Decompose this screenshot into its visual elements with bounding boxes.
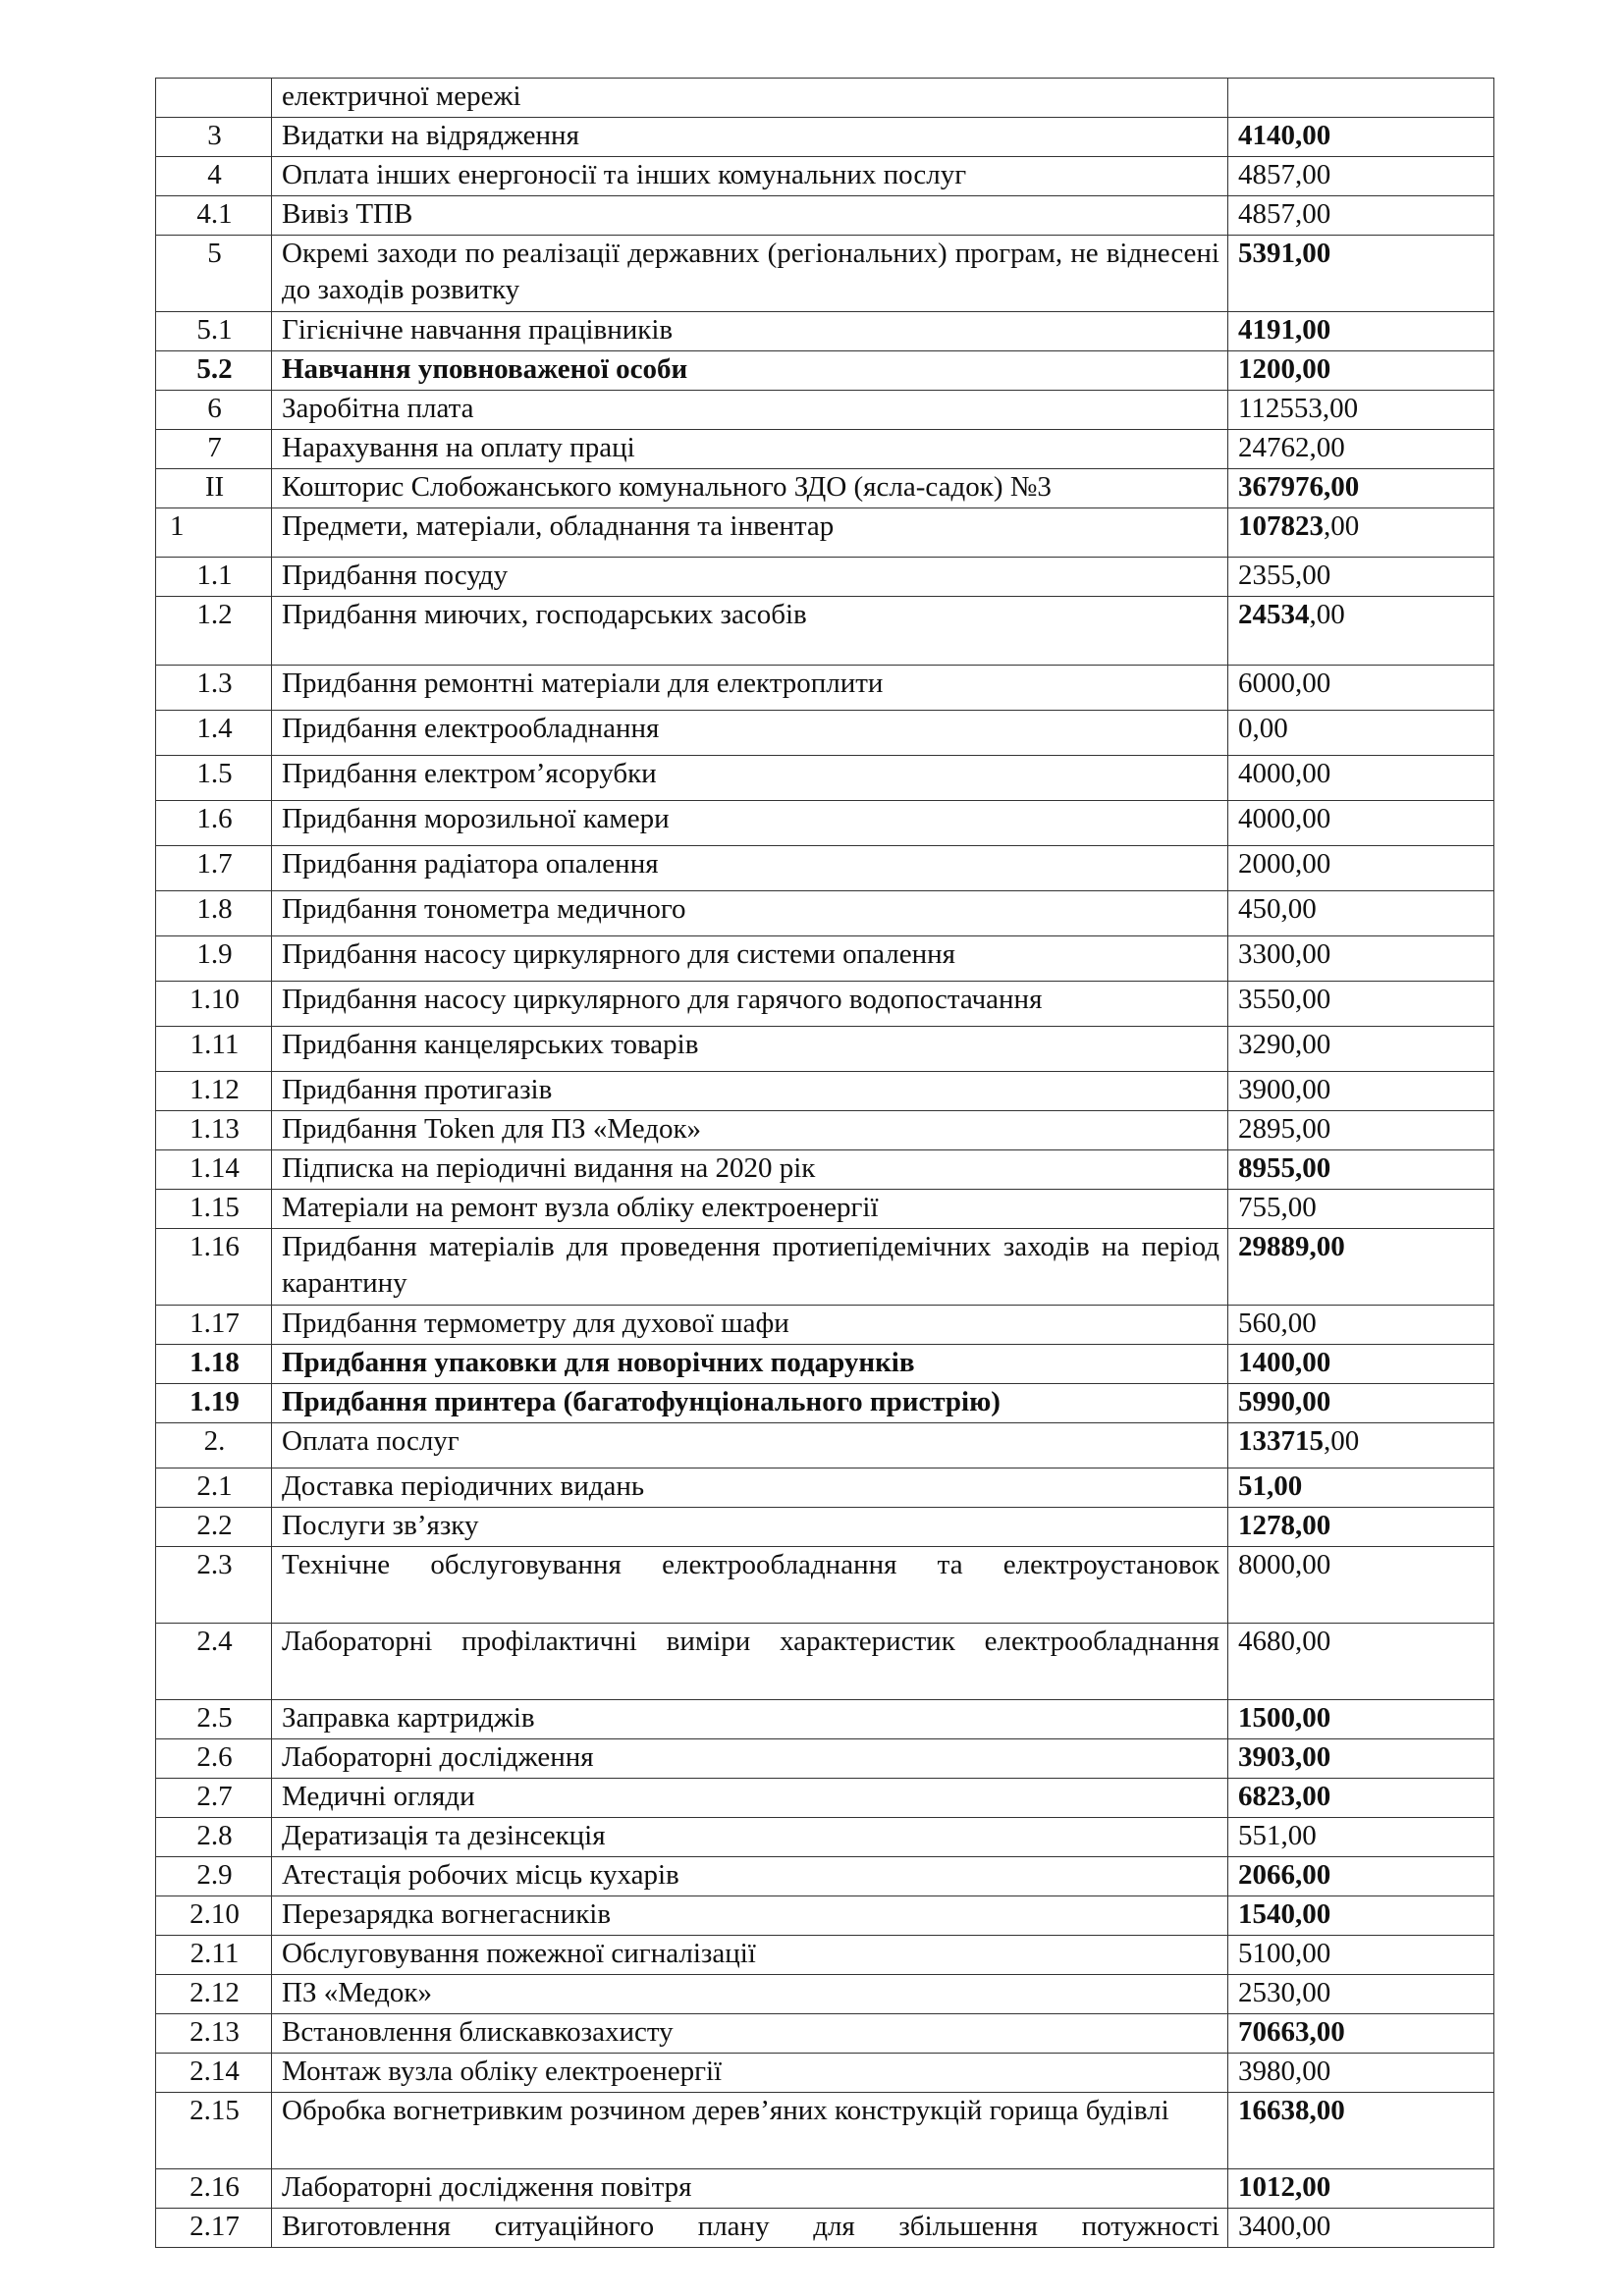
row-number: 1.8 — [156, 891, 272, 936]
row-number: 2.13 — [156, 2014, 272, 2054]
table-row — [156, 666, 1494, 711]
row-amount — [1228, 79, 1494, 118]
row-number: 2.11 — [156, 1936, 272, 1975]
row-amount — [1228, 846, 1494, 891]
row-number: 1.15 — [156, 1190, 272, 1229]
row-description: Придбання принтера (багатофунціонального пристрію) — [272, 1384, 1228, 1423]
row-description: Лабораторні дослідження повітря — [272, 2169, 1228, 2209]
row-description: Підписка на періодичні видання на 2020 рік — [272, 1150, 1228, 1190]
row-number: 1.18 — [156, 1345, 272, 1384]
table-row — [156, 1896, 1494, 1936]
row-number: 1.10 — [156, 982, 272, 1027]
row-description: Предмети, матеріали, обладнання та інвентар — [272, 508, 1228, 558]
row-number: 2.6 — [156, 1739, 272, 1779]
row-amount — [1228, 1468, 1494, 1508]
amount-bold-part: 1540,00 — [1238, 1898, 1331, 1930]
row-description: Обслуговування пожежної сигналізації — [272, 1936, 1228, 1975]
amount-regular-part: 3400,00 — [1238, 2211, 1331, 2242]
row-description: Придбання ремонтні матеріали для електроплити — [272, 666, 1228, 711]
table-row — [156, 1779, 1494, 1818]
table-row — [156, 711, 1494, 756]
row-description: Оплата інших енергоносії та інших комунальних послуг — [272, 157, 1228, 196]
row-description: Придбання протигазів — [272, 1072, 1228, 1111]
amount-bold-part: 4140,00 — [1238, 120, 1331, 151]
amount-regular-part: 6000,00 — [1238, 667, 1331, 699]
row-amount — [1228, 1190, 1494, 1229]
table-row — [156, 2093, 1494, 2169]
amount-regular-part: 3900,00 — [1238, 1074, 1331, 1105]
row-description: Гігієнічне навчання працівників — [272, 312, 1228, 351]
table-row — [156, 430, 1494, 469]
row-amount — [1228, 1150, 1494, 1190]
row-amount — [1228, 711, 1494, 756]
amount-regular-part: 5100,00 — [1238, 1938, 1331, 1969]
row-description: Медичні огляди — [272, 1779, 1228, 1818]
row-amount — [1228, 982, 1494, 1027]
table-row — [156, 1345, 1494, 1384]
row-amount — [1228, 1111, 1494, 1150]
amount-regular-part: ,00 — [1324, 510, 1360, 542]
table-row — [156, 2054, 1494, 2093]
amount-bold-part: 16638,00 — [1238, 2095, 1345, 2126]
row-description: Дератизація та дезінсекція — [272, 1818, 1228, 1857]
table-row — [156, 1027, 1494, 1072]
row-number: 1.5 — [156, 756, 272, 801]
row-number: 2.7 — [156, 1779, 272, 1818]
table-row — [156, 2169, 1494, 2209]
table-row — [156, 1547, 1494, 1624]
row-amount — [1228, 597, 1494, 666]
row-number: 2.10 — [156, 1896, 272, 1936]
row-description: Придбання канцелярських товарів — [272, 1027, 1228, 1072]
row-description: Заправка картриджів — [272, 1700, 1228, 1739]
amount-bold-part: 8955,00 — [1238, 1152, 1331, 1184]
row-amount — [1228, 2093, 1494, 2169]
table-row — [156, 1936, 1494, 1975]
row-number: 2.8 — [156, 1818, 272, 1857]
row-description: Технічне обслуговування електрообладнання та електроустановок — [272, 1547, 1228, 1624]
row-number: 3 — [156, 118, 272, 157]
amount-regular-part: 4680,00 — [1238, 1626, 1331, 1657]
table-row — [156, 1700, 1494, 1739]
table-row — [156, 118, 1494, 157]
amount-bold-part: 1400,00 — [1238, 1347, 1331, 1378]
row-amount — [1228, 1975, 1494, 2014]
amount-regular-part: 551,00 — [1238, 1820, 1317, 1851]
amount-regular-part: 0,00 — [1238, 713, 1288, 744]
row-amount — [1228, 936, 1494, 982]
row-number: 2.3 — [156, 1547, 272, 1624]
row-number: 2.9 — [156, 1857, 272, 1896]
table-row — [156, 936, 1494, 982]
row-amount — [1228, 1739, 1494, 1779]
row-description: Придбання морозильної камери — [272, 801, 1228, 846]
amount-regular-part: 24762,00 — [1238, 432, 1345, 463]
table-row — [156, 2014, 1494, 2054]
row-number: 1.3 — [156, 666, 272, 711]
row-amount — [1228, 1229, 1494, 1306]
table-row — [156, 157, 1494, 196]
row-amount — [1228, 469, 1494, 508]
table-row — [156, 1072, 1494, 1111]
row-description: Придбання матеріалів для проведення протиепідемічних заходів на період карантину — [272, 1229, 1228, 1306]
row-amount — [1228, 1857, 1494, 1896]
row-amount — [1228, 1624, 1494, 1700]
table-row — [156, 1384, 1494, 1423]
row-amount — [1228, 2209, 1494, 2248]
row-number: 1.13 — [156, 1111, 272, 1150]
table-row — [156, 79, 1494, 118]
row-amount — [1228, 756, 1494, 801]
amount-regular-part: 2895,00 — [1238, 1113, 1331, 1145]
budget-table — [155, 78, 1494, 2248]
table-row — [156, 1624, 1494, 1700]
row-amount — [1228, 2169, 1494, 2209]
table-row — [156, 1975, 1494, 2014]
amount-regular-part: 112553,00 — [1238, 393, 1359, 424]
row-amount — [1228, 1027, 1494, 1072]
row-description: Лабораторні профілактичні виміри характеристик електрообладнання — [272, 1624, 1228, 1700]
row-description: Встановлення блискавкозахисту — [272, 2014, 1228, 2054]
table-row — [156, 891, 1494, 936]
row-number: 1.2 — [156, 597, 272, 666]
row-number: 6 — [156, 391, 272, 430]
table-row — [156, 508, 1494, 558]
table-row — [156, 1150, 1494, 1190]
row-number: 1.12 — [156, 1072, 272, 1111]
row-description: Окремі заходи по реалізації державних (регіональних) програм, не віднесені до заходів розвитку — [272, 236, 1228, 312]
row-number — [156, 79, 272, 118]
amount-bold-part: 4191,00 — [1238, 314, 1331, 346]
table-row — [156, 2209, 1494, 2248]
amount-regular-part: 8000,00 — [1238, 1549, 1331, 1580]
row-description: ПЗ «Медок» — [272, 1975, 1228, 2014]
amount-regular-part: 3300,00 — [1238, 938, 1331, 970]
row-number: 1 — [156, 508, 272, 558]
row-number: 1.7 — [156, 846, 272, 891]
row-number: 2.5 — [156, 1700, 272, 1739]
table-row — [156, 391, 1494, 430]
row-number: 5.1 — [156, 312, 272, 351]
amount-bold-part: 107823 — [1238, 510, 1324, 542]
row-amount — [1228, 666, 1494, 711]
row-number: 1.11 — [156, 1027, 272, 1072]
row-number: 1.17 — [156, 1306, 272, 1345]
row-amount — [1228, 391, 1494, 430]
table-row — [156, 469, 1494, 508]
row-description: Навчання уповноваженої особи — [272, 351, 1228, 391]
amount-regular-part: 4000,00 — [1238, 803, 1331, 834]
row-number: 1.16 — [156, 1229, 272, 1306]
row-description: електричної мережі — [272, 79, 1228, 118]
row-description: Придбання Token для ПЗ «Медок» — [272, 1111, 1228, 1150]
row-description: Перезарядка вогнегасників — [272, 1896, 1228, 1936]
row-number: 2.16 — [156, 2169, 272, 2209]
row-amount — [1228, 2014, 1494, 2054]
row-number: 1.9 — [156, 936, 272, 982]
row-number: 1.4 — [156, 711, 272, 756]
table-row — [156, 1468, 1494, 1508]
table-row — [156, 196, 1494, 236]
amount-bold-part: 5990,00 — [1238, 1386, 1331, 1417]
row-amount — [1228, 312, 1494, 351]
row-number: 1.19 — [156, 1384, 272, 1423]
row-amount — [1228, 1896, 1494, 1936]
row-number: 2.15 — [156, 2093, 272, 2169]
amount-regular-part: ,00 — [1324, 1425, 1360, 1457]
row-number: 2.14 — [156, 2054, 272, 2093]
table-row — [156, 982, 1494, 1027]
table-row — [156, 351, 1494, 391]
row-number: 5 — [156, 236, 272, 312]
amount-regular-part: 2530,00 — [1238, 1977, 1331, 2008]
row-amount — [1228, 196, 1494, 236]
amount-bold-part: 1200,00 — [1238, 353, 1331, 385]
row-description: Лабораторні дослідження — [272, 1739, 1228, 1779]
row-amount — [1228, 1818, 1494, 1857]
row-amount — [1228, 1072, 1494, 1111]
amount-bold-part: 1500,00 — [1238, 1702, 1331, 1734]
row-amount — [1228, 891, 1494, 936]
row-amount — [1228, 558, 1494, 597]
amount-bold-part: 29889,00 — [1238, 1231, 1345, 1262]
row-amount — [1228, 1423, 1494, 1468]
row-number: 2.4 — [156, 1624, 272, 1700]
amount-regular-part: 4857,00 — [1238, 159, 1331, 190]
row-number: 7 — [156, 430, 272, 469]
row-description: Придбання насосу циркулярного для гарячого водопостачання — [272, 982, 1228, 1027]
row-description: Нарахування на оплату праці — [272, 430, 1228, 469]
table-row — [156, 1739, 1494, 1779]
row-number: 5.2 — [156, 351, 272, 391]
row-number: 1.1 — [156, 558, 272, 597]
row-amount — [1228, 508, 1494, 558]
amount-bold-part: 24534 — [1238, 599, 1310, 630]
row-amount — [1228, 351, 1494, 391]
row-description: Вивіз ТПВ — [272, 196, 1228, 236]
table-row — [156, 1423, 1494, 1468]
table-row — [156, 756, 1494, 801]
table-row — [156, 801, 1494, 846]
row-description: Матеріали на ремонт вузла обліку електроенергії — [272, 1190, 1228, 1229]
amount-regular-part: 3980,00 — [1238, 2056, 1331, 2087]
amount-bold-part: 1278,00 — [1238, 1510, 1331, 1541]
row-number: 2.12 — [156, 1975, 272, 2014]
budget-table-body — [156, 79, 1494, 2248]
amount-bold-part: 5391,00 — [1238, 238, 1331, 269]
row-description: Оплата послуг — [272, 1423, 1228, 1468]
row-amount — [1228, 1700, 1494, 1739]
row-amount — [1228, 157, 1494, 196]
table-row — [156, 312, 1494, 351]
row-amount — [1228, 801, 1494, 846]
amount-regular-part: 2000,00 — [1238, 848, 1331, 880]
row-description: Придбання електрообладнання — [272, 711, 1228, 756]
amount-bold-part: 133715 — [1238, 1425, 1324, 1457]
amount-bold-part: 3903,00 — [1238, 1741, 1331, 1773]
row-description: Придбання посуду — [272, 558, 1228, 597]
table-row — [156, 558, 1494, 597]
amount-bold-part: 6823,00 — [1238, 1781, 1331, 1812]
row-description: Доставка періодичних видань — [272, 1468, 1228, 1508]
row-description: Придбання насосу циркулярного для системи опалення — [272, 936, 1228, 982]
row-amount — [1228, 2054, 1494, 2093]
row-amount — [1228, 1384, 1494, 1423]
row-description: Видатки на відрядження — [272, 118, 1228, 157]
table-row — [156, 236, 1494, 312]
row-amount — [1228, 1547, 1494, 1624]
amount-regular-part: 4000,00 — [1238, 758, 1331, 789]
row-number: 2. — [156, 1423, 272, 1468]
row-description: Придбання радіатора опалення — [272, 846, 1228, 891]
amount-regular-part: ,00 — [1309, 599, 1345, 630]
table-row — [156, 1508, 1494, 1547]
amount-regular-part: 450,00 — [1238, 893, 1317, 925]
row-number: 2.2 — [156, 1508, 272, 1547]
amount-bold-part: 2066,00 — [1238, 1859, 1331, 1891]
row-amount — [1228, 1508, 1494, 1547]
row-amount — [1228, 1306, 1494, 1345]
table-row — [156, 846, 1494, 891]
amount-regular-part: 2355,00 — [1238, 560, 1331, 591]
table-row — [156, 1818, 1494, 1857]
amount-bold-part: 1012,00 — [1238, 2171, 1331, 2203]
table-row — [156, 597, 1494, 666]
row-description: Обробка вогнетривким розчином дерев’яних конструкцій горища будівлі — [272, 2093, 1228, 2169]
table-row — [156, 1857, 1494, 1896]
table-row — [156, 1111, 1494, 1150]
row-description: Придбання термометру для духової шафи — [272, 1306, 1228, 1345]
row-description: Атестація робочих місць кухарів — [272, 1857, 1228, 1896]
row-number: 4 — [156, 157, 272, 196]
row-amount — [1228, 1345, 1494, 1384]
row-description: Придбання миючих, господарських засобів — [272, 597, 1228, 666]
amount-regular-part: 3290,00 — [1238, 1029, 1331, 1060]
row-number: 4.1 — [156, 196, 272, 236]
row-number: 2.1 — [156, 1468, 272, 1508]
table-row — [156, 1190, 1494, 1229]
amount-regular-part: 560,00 — [1238, 1308, 1317, 1339]
row-description: Послуги зв’язку — [272, 1508, 1228, 1547]
row-amount — [1228, 1936, 1494, 1975]
table-row — [156, 1306, 1494, 1345]
row-description: Кошторис Слобожанського комунального ЗДО (ясла-садок) №3 — [272, 469, 1228, 508]
amount-bold-part: 51,00 — [1238, 1470, 1303, 1502]
row-description: Придбання електром’ясорубки — [272, 756, 1228, 801]
table-row — [156, 1229, 1494, 1306]
amount-regular-part: 4857,00 — [1238, 198, 1331, 230]
row-description: Заробітна плата — [272, 391, 1228, 430]
row-number: 2.17 — [156, 2209, 272, 2248]
amount-regular-part: 755,00 — [1238, 1192, 1317, 1223]
amount-regular-part: 3550,00 — [1238, 984, 1331, 1015]
row-number: 1.6 — [156, 801, 272, 846]
row-description: Виготовлення ситуаційного плану для збільшення потужності — [272, 2209, 1228, 2248]
row-description: Придбання тонометра медичного — [272, 891, 1228, 936]
row-description: Придбання упаковки для новорічних подарунків — [272, 1345, 1228, 1384]
row-description: Монтаж вузла обліку електроенергії — [272, 2054, 1228, 2093]
row-amount — [1228, 118, 1494, 157]
row-number: 1.14 — [156, 1150, 272, 1190]
row-amount — [1228, 1779, 1494, 1818]
amount-bold-part: 367976,00 — [1238, 471, 1360, 503]
row-number: II — [156, 469, 272, 508]
row-amount — [1228, 430, 1494, 469]
amount-bold-part: 70663,00 — [1238, 2016, 1345, 2048]
row-amount — [1228, 236, 1494, 312]
